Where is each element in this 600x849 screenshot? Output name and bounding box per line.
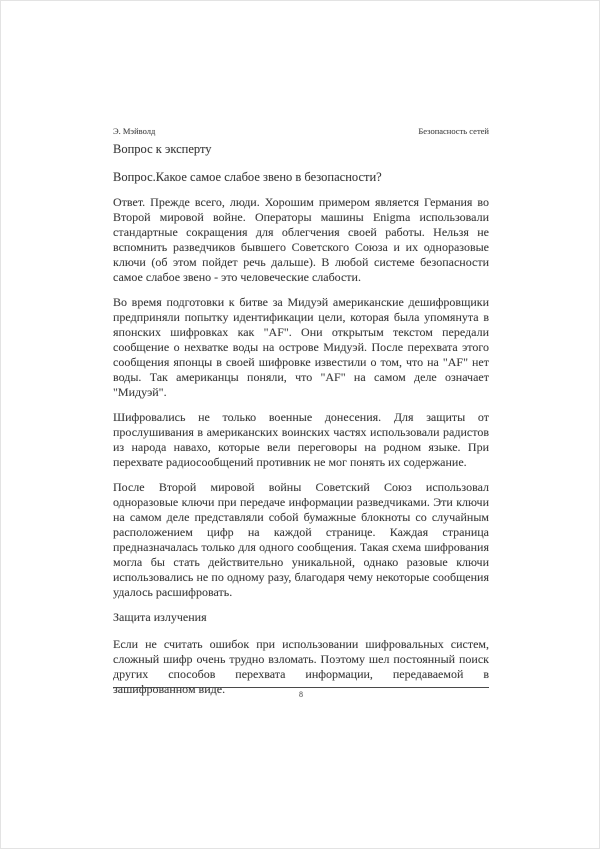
subsection-heading: Защита излучения bbox=[113, 610, 207, 624]
body-paragraph-one-time-pads: После Второй мировой войны Советский Союз использовал одноразовые ключи при передаче информации разведчиками. Эти ключи на самом деле представляли собой бумажные блокноты со случайным расположением цифр на каждой странице. Каждая страница предназначалась только для одного сообщения. Такая схема шифрования могла бы стать действительно уникальной, однако разовые ключи использовались не по одному разу, благодаря чему некоторые сообщения удалось расшифровать. bbox=[113, 480, 489, 599]
body-paragraph-navajo: Шифровались не только военные донесения. Для защиты от прослушивания в американских воинских частях использовали радистов из народа навахо, которые вели переговоры на родном языке. При перехвате радиосообщений противник не мог понять их содержание. bbox=[113, 410, 489, 469]
header-book-title: Безопасность сетей bbox=[418, 126, 489, 136]
header-author: Э. Мэйволд bbox=[113, 126, 156, 136]
page-number: 8 bbox=[299, 690, 303, 699]
section-title: Вопрос к эксперту bbox=[113, 142, 212, 156]
page-footer bbox=[113, 687, 489, 699]
body-paragraph-closing: Если не считать ошибок при использовании шифровальных систем, сложный шифр очень трудно взломать. Поэтому шел постоянный поиск других способов перехвата информации, передаваемой в зашифрованном виде. bbox=[113, 637, 489, 696]
body-paragraph-midway: Во время подготовки к битве за Мидуэй американские дешифровщики предприняли попытку идентификации цели, которая была упомянута в японских шифровках как "AF". Они открытым текстом передали сообщение о нехватке воды на острове Мидуэй. После перехвата этого сообщения японцы в своей шифровке известили о том, что на "AF" нет воды. Так американцы поняли, что "AF" на самом деле означает "Мидуэй". bbox=[113, 295, 489, 399]
page-content bbox=[113, 126, 489, 697]
running-header bbox=[113, 126, 489, 136]
question-line: Вопрос.Какое самое слабое звено в безопасности? bbox=[113, 170, 382, 184]
body-paragraph-answer: Ответ. Прежде всего, люди. Хорошим примером является Германия во Второй мировой войне. Операторы машины Enigma использовали стандартные сокращения для облегчения своей работы. Нельзя не вспомнить разведчиков бывшего Советского Союза и их одноразовые ключи (об этом пойдет речь дальше). В любой системе безопасности самое слабое звено - это человеческие слабости. bbox=[113, 195, 489, 284]
footer-divider bbox=[113, 687, 489, 688]
